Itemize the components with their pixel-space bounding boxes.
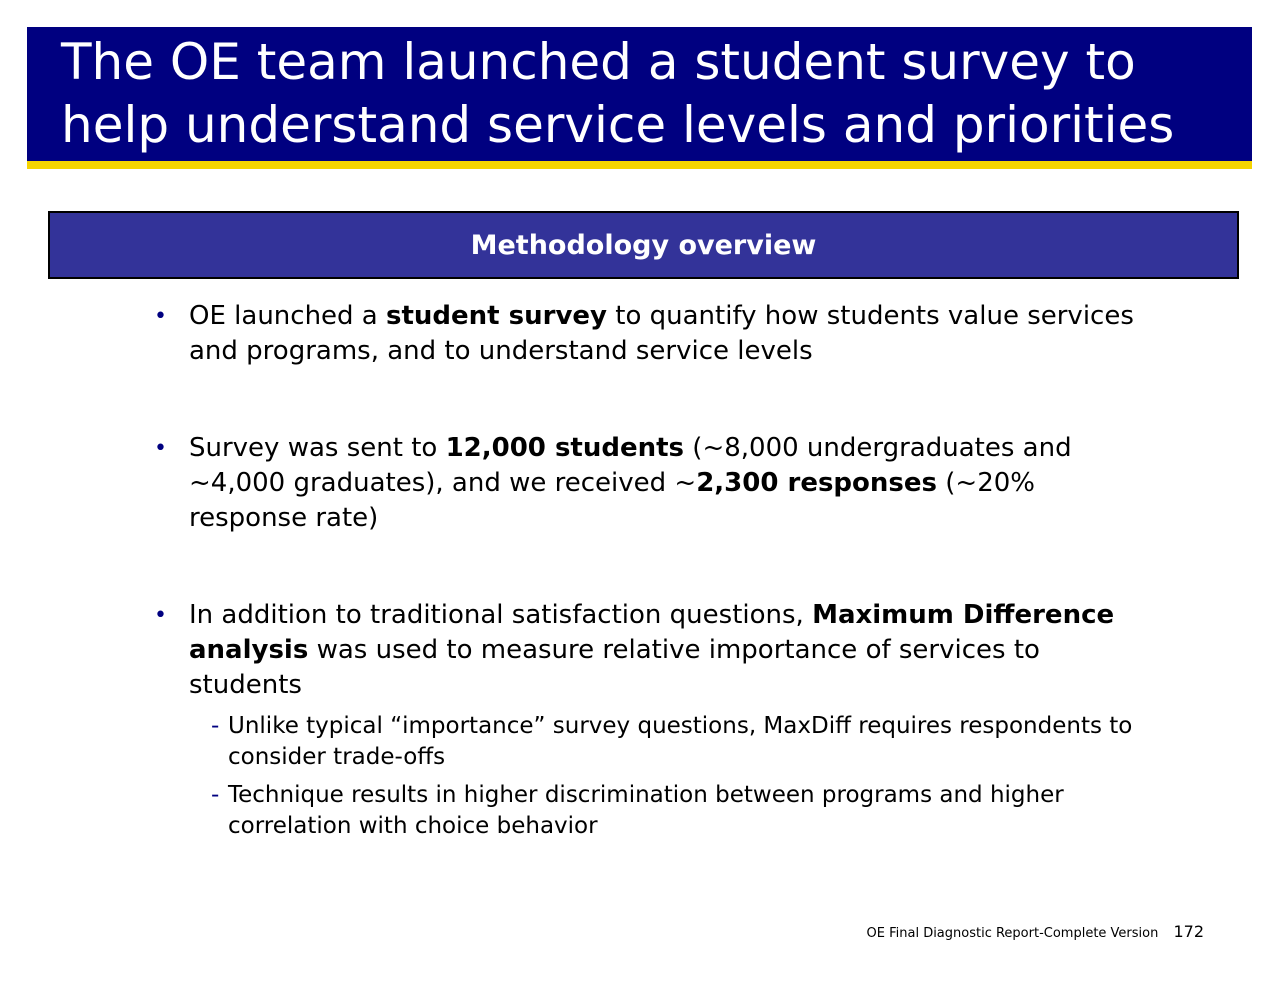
bullet-item	[150, 598, 1140, 842]
bullet-emphasis: 2,300 responses	[696, 468, 937, 498]
sub-bullet-item	[189, 780, 1140, 842]
sub-bullet-marker: -	[211, 713, 220, 739]
slide-title-line-1: The OE team launched a student survey to	[61, 33, 1136, 91]
page-number: 172	[1173, 922, 1204, 941]
bullet-text: OE launched a	[189, 301, 387, 331]
title-banner	[27, 27, 1252, 169]
bullet-emphasis: student survey	[386, 301, 608, 331]
bullet-item	[150, 431, 1140, 536]
bullet-text: In addition to traditional satisfaction questions,	[189, 600, 813, 630]
methodology-header-label: Methodology overview	[470, 229, 817, 261]
sub-bullet-marker: -	[211, 782, 220, 808]
sub-bullet-text: Technique results in higher discrimination between programs and higher correlation with choice behavior	[228, 782, 1064, 839]
bullet-text: (~8,000 undergraduates and ~4,000 graduates), and we received ~	[189, 433, 1072, 498]
sub-bullet-list	[189, 711, 1140, 842]
bullet-text: to quantify how students value services and programs, and to understand service levels	[189, 301, 1134, 366]
bullet-marker: •	[154, 603, 167, 628]
bullet-emphasis: Maximum Difference analysis	[189, 600, 1115, 665]
bullet-text: (~20% response rate)	[189, 468, 1035, 533]
bullet-text: was used to measure relative importance of services to students	[189, 635, 1040, 700]
slide-title	[61, 31, 1241, 157]
sub-bullet-item	[189, 711, 1140, 773]
bullet-emphasis: 12,000 students	[445, 433, 685, 463]
slide-title-line-2: help understand service levels and priorities	[61, 96, 1175, 154]
slide-footer	[867, 922, 1204, 941]
bullet-marker: •	[154, 304, 167, 329]
bullet-text: Survey was sent to	[189, 433, 446, 463]
bullet-marker: •	[154, 436, 167, 461]
footer-label: OE Final Diagnostic Report-Complete Version	[866, 926, 1159, 941]
methodology-header	[48, 211, 1239, 279]
bullet-item	[150, 299, 1140, 369]
bullet-list	[150, 299, 1140, 842]
sub-bullet-text: Unlike typical “importance” survey questions, MaxDiff requires respondents to consider trade-offs	[228, 713, 1133, 770]
